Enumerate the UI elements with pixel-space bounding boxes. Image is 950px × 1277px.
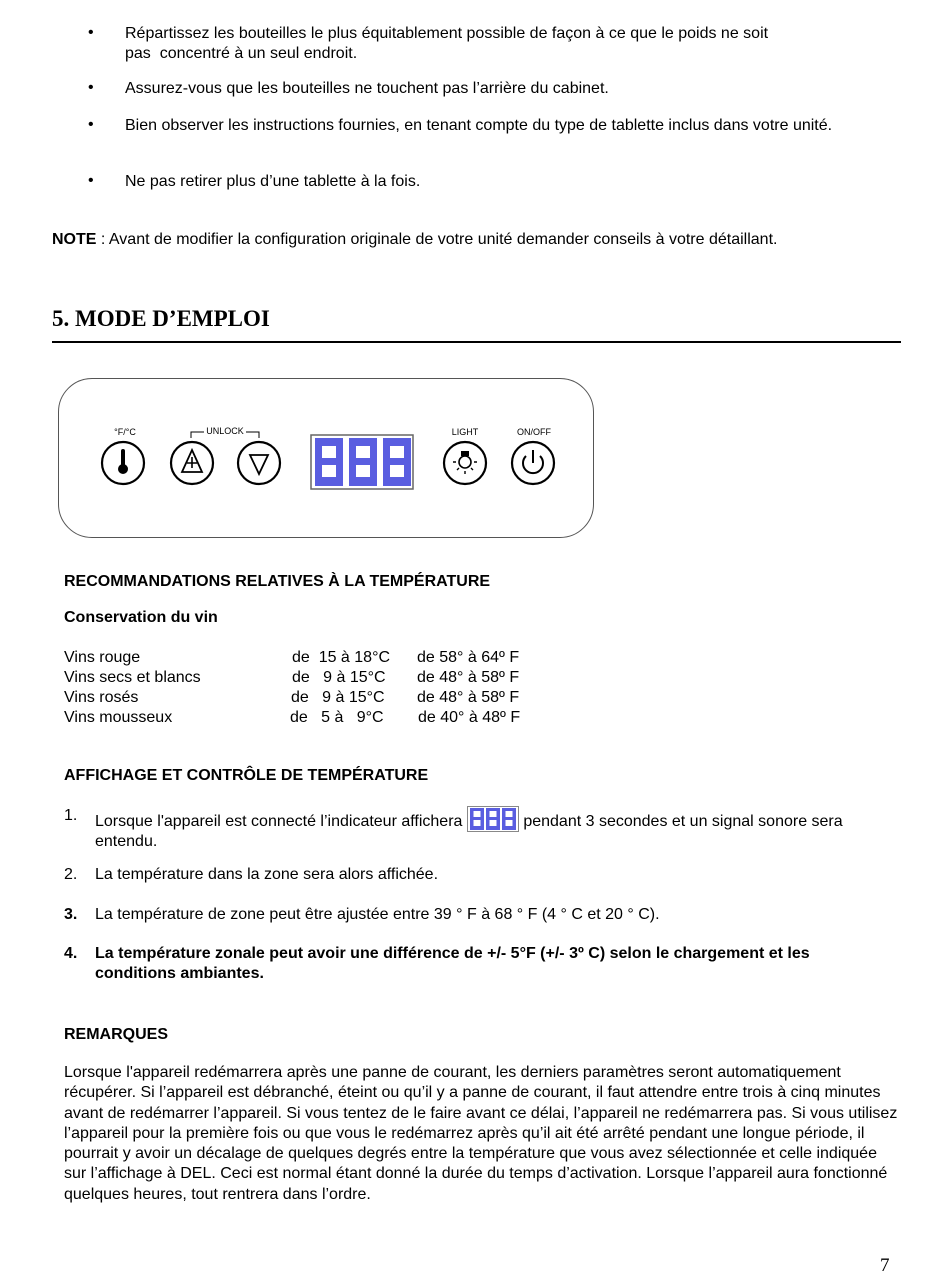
item-number: 1. <box>64 807 78 824</box>
item-number: 2. <box>64 866 78 883</box>
table-row <box>64 648 664 668</box>
unit-label: °F/°C <box>114 427 136 437</box>
note <box>52 230 912 250</box>
temperature-recommendations-heading: RECOMMANDATIONS RELATIVES À LA TEMPÉRATURE <box>64 573 491 590</box>
light-bulb-icon <box>444 442 486 484</box>
bullet-symbol: • <box>88 172 94 189</box>
section-title: 5. MODE D’EMPLOI <box>52 306 270 331</box>
bullet-symbol: • <box>88 79 94 96</box>
fahrenheit-range: de 48° à 58º F <box>417 669 520 686</box>
list-item <box>64 865 904 887</box>
wine-type: Vins rosés <box>64 689 139 706</box>
remarques-text: Lorsque l'appareil redémarrera après une panne de courant, les derniers paramètres seront automatiquement récupérer. Si l’appareil est débranché, éteint ou qu’il y a panne de courant, il faut attendre entre trois à cinq minutes avant de redémarrer l’appareil. Si vous tentez de le faire avant ce délai, l’appareil ne redémarrera pas. Si vous utilisez l’appareil pour la première fois ou que vous le redémarrez après qu’il ait été arrêté pendant une longue période, il pourrait y avoir un décalage de quelques degrés entre la température que vous avez sélectionnée et celle indiquée sur l’affichage à DEL. Ceci est normal étant donné la durée du temps d’activation. Lorsque l’appareil aura fonctionné quelques heures, tout rentrera dans l’ordre. <box>64 1064 898 1203</box>
bullet-text: Assurez-vous que les bouteilles ne touchent pas l’arrière du cabinet. <box>125 80 609 97</box>
bullet-text: Ne pas retirer plus d’une tablette à la fois. <box>125 173 421 190</box>
fahrenheit-range: de 40° à 48º F <box>418 709 521 726</box>
bullet-symbol: • <box>88 116 94 133</box>
up-triangle-icon <box>171 442 213 484</box>
wine-type: Vins mousseux <box>64 709 173 726</box>
bullet-item <box>0 116 950 160</box>
celsius-range: de 15 à 18°C <box>292 649 391 666</box>
wine-conservation-subheading: Conservation du vin <box>64 609 218 626</box>
power-icon <box>512 442 554 484</box>
remarques-heading: REMARQUES <box>64 1026 169 1043</box>
onoff-label: ON/OFF <box>517 427 551 437</box>
bullet-text: Bien observer les instructions fournies, en tenant compte du type de tablette inclus dans votre unité. <box>125 117 833 134</box>
light-label: LIGHT <box>451 427 479 437</box>
list-item <box>64 806 904 848</box>
note-label: NOTE <box>52 231 97 248</box>
table-row <box>64 708 664 728</box>
page-number: 7 <box>880 1255 890 1276</box>
note-text: : Avant de modifier la configuration originale de votre unité demander conseils à votre détaillant. <box>96 231 778 248</box>
celsius-range: de 5 à 9°C <box>290 709 384 726</box>
thermometer-icon <box>102 442 144 484</box>
list-item <box>64 905 904 927</box>
item-number: 4. <box>64 945 78 962</box>
led-display <box>311 435 413 489</box>
control-panel-drawing <box>59 379 593 537</box>
table-row <box>64 668 664 688</box>
bullet-item <box>0 172 950 194</box>
control-panel <box>58 378 594 538</box>
item-number: 3. <box>64 906 78 923</box>
bullet-symbol: • <box>88 24 94 41</box>
wine-type: Vins secs et blancs <box>64 669 201 686</box>
fahrenheit-range: de 48° à 58º F <box>417 689 520 706</box>
display-control-heading: AFFICHAGE ET CONTRÔLE DE TEMPÉRATURE <box>64 767 429 784</box>
celsius-range: de 9 à 15°C <box>292 669 386 686</box>
list-item <box>64 944 904 986</box>
item-text-before: Lorsque l'appareil est connecté l’indicateur affichera <box>95 813 467 830</box>
item-text <box>95 806 905 852</box>
wine-type: Vins rouge <box>64 649 141 666</box>
inline-led-display-icon <box>467 806 519 832</box>
item-text-after: pendant 3 secondes et un signal sonore sera entendu. <box>95 813 843 850</box>
bullet-item <box>0 22 950 66</box>
fahrenheit-range: de 58° à 64º F <box>417 649 520 666</box>
section-divider <box>52 341 901 343</box>
item-text: La température dans la zone sera alors affichée. <box>95 866 439 883</box>
celsius-range: de 9 à 15°C <box>291 689 385 706</box>
item-text: La température de zone peut être ajustée entre 39 ° F à 68 ° F (4 ° C et 20 ° C). <box>95 906 660 923</box>
down-triangle-icon <box>238 442 280 484</box>
item-text: La température zonale peut avoir une différence de +/- 5°F (+/- 3º C) selon le chargement et les conditions ambiantes. <box>95 945 810 982</box>
bullet-item <box>0 79 950 101</box>
unlock-label: UNLOCK <box>206 426 244 436</box>
bullet-text: Répartissez les bouteilles le plus équitablement possible de façon à ce que le poids ne soit pas concentré à un seul endroit. <box>125 25 769 62</box>
table-row <box>64 688 664 708</box>
